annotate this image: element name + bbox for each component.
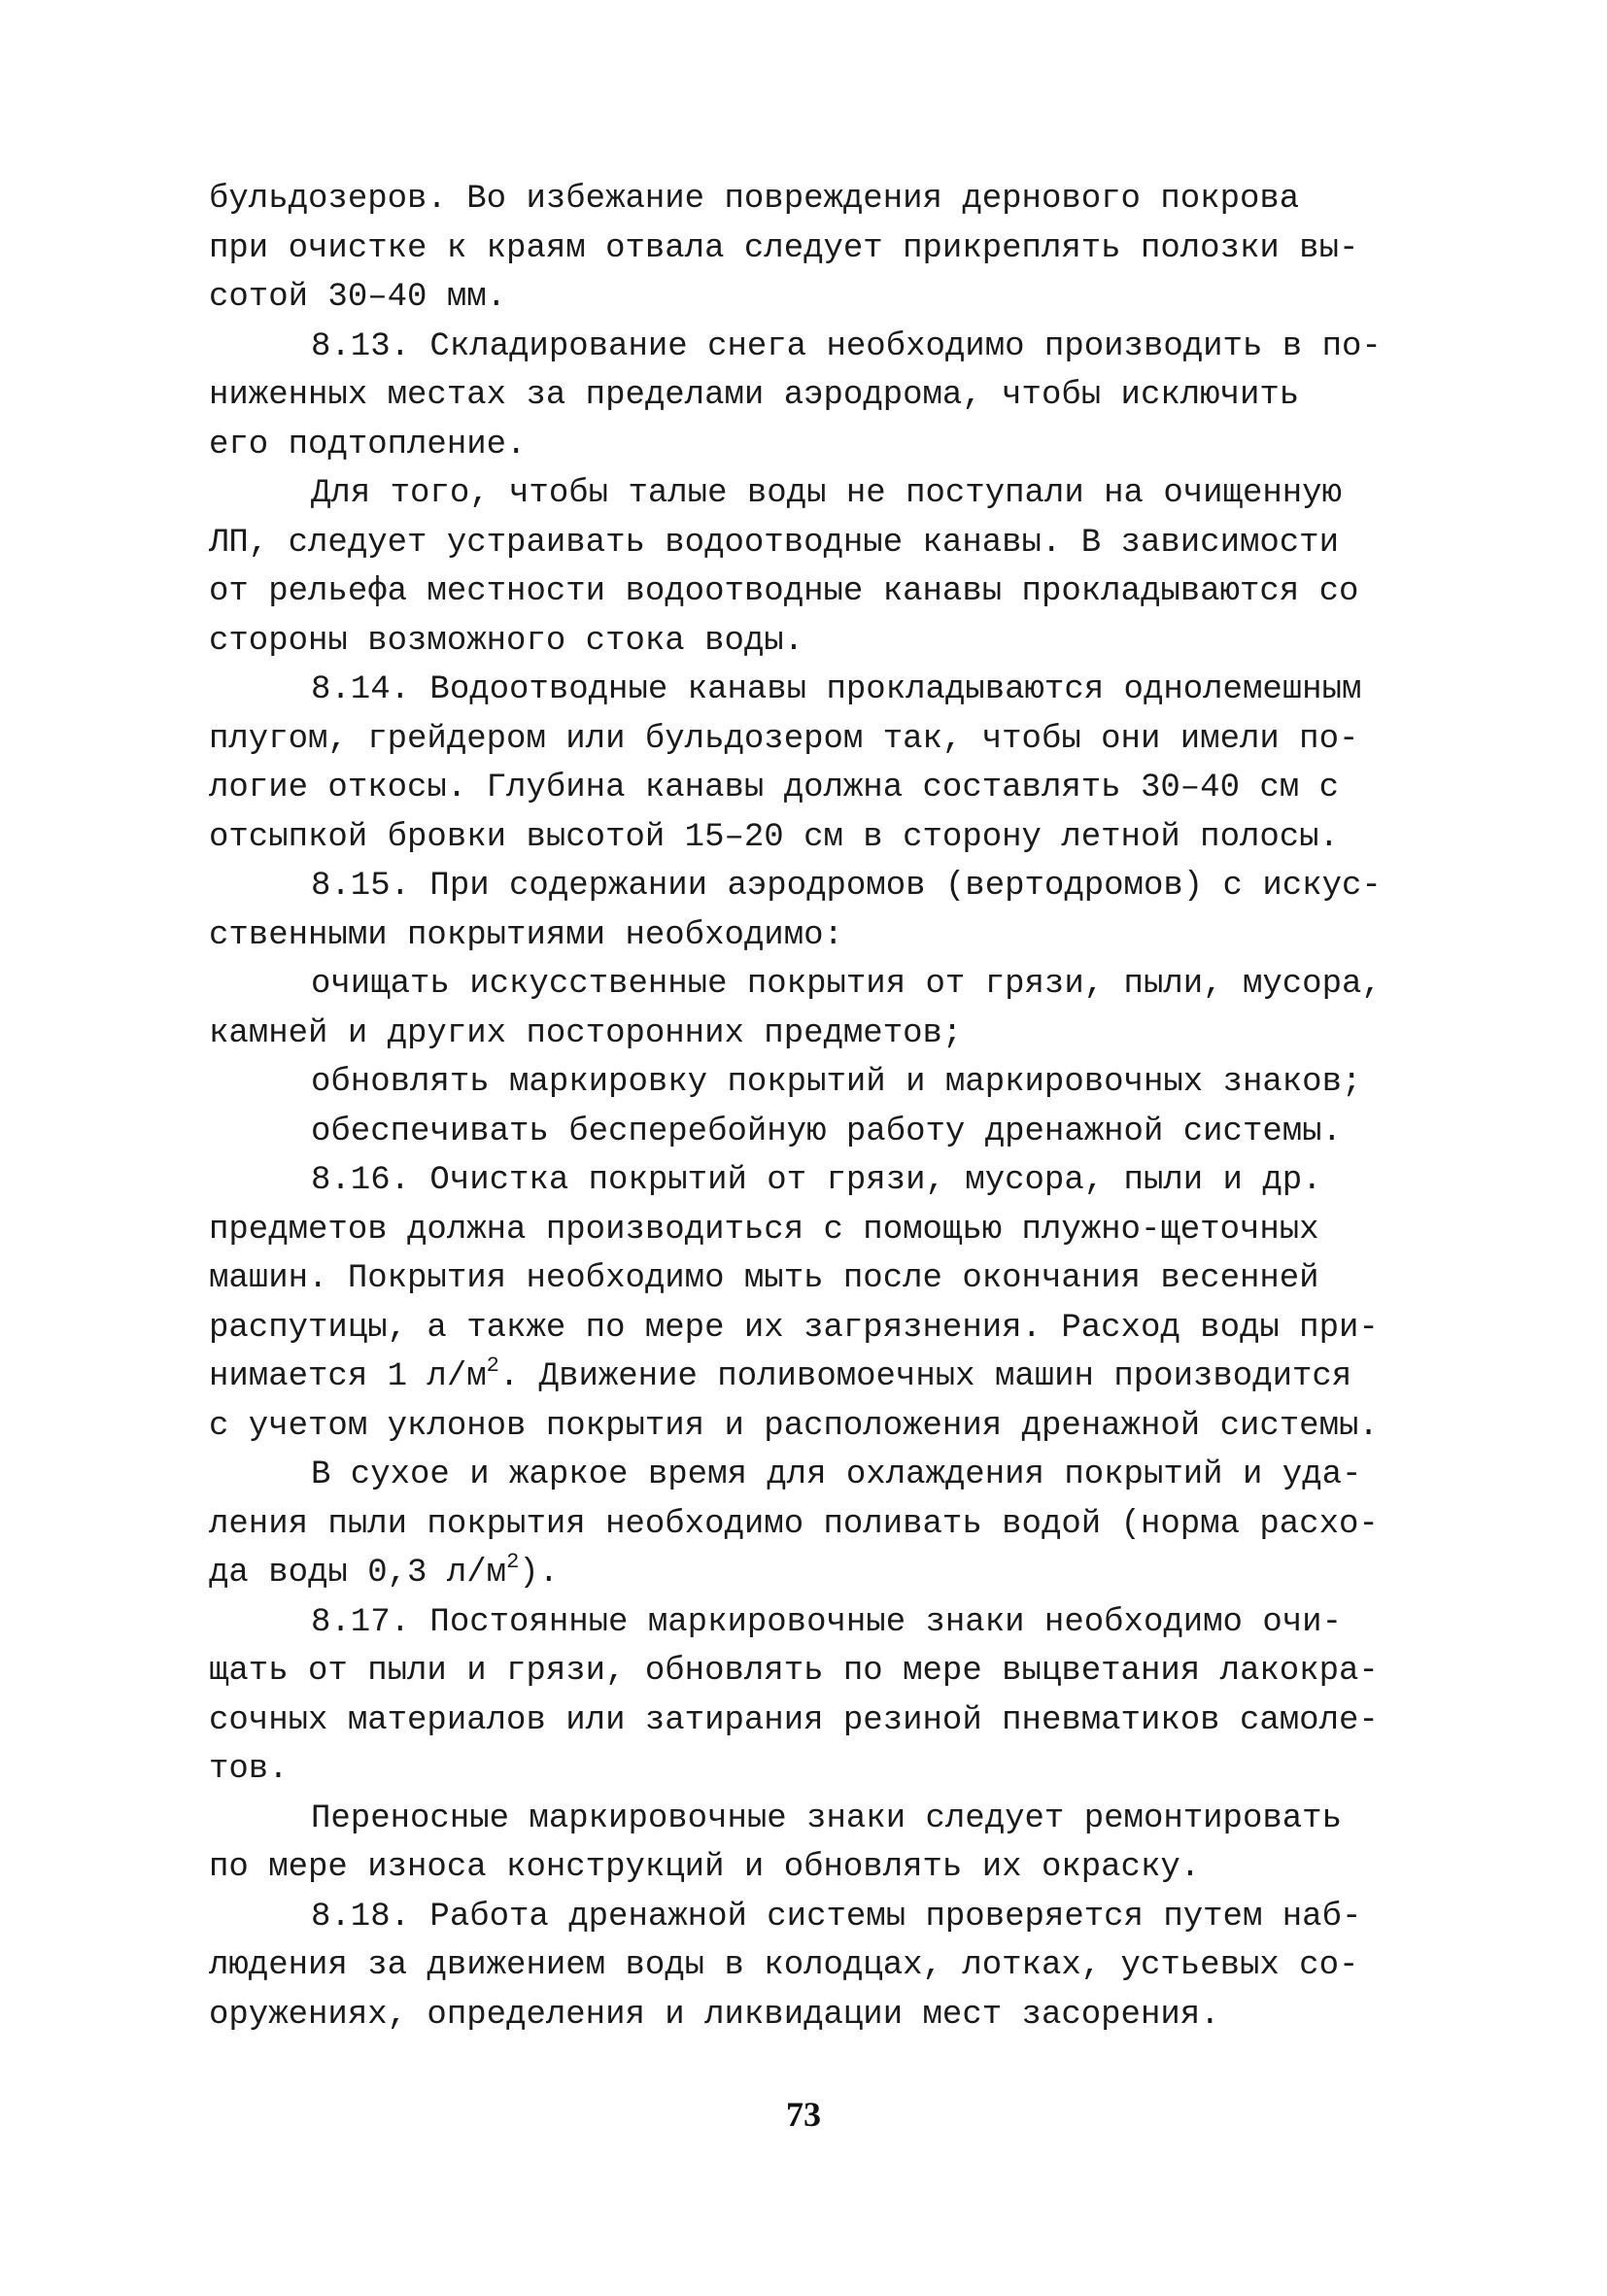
text-line	[209, 862, 1423, 911]
text-line	[209, 421, 1423, 470]
text-line-content: оружениях, определения и ликвидации мест засорения.	[209, 1996, 1220, 2034]
text-line-content: отсыпкой бровки высотой 15–20 см в сторону летной полосы.	[209, 818, 1339, 856]
text-line	[209, 1745, 1423, 1795]
body-text	[209, 175, 1423, 2039]
text-line-content: машин. Покрытия необходимо мыть после окончания весенней	[209, 1260, 1319, 1297]
text-line-content: 8.14. Водоотводные канавы прокладываются однолемешным	[311, 671, 1362, 708]
text-line	[209, 567, 1423, 617]
text-line	[209, 469, 1423, 519]
text-line	[209, 1206, 1423, 1255]
text-line-content: при очистке к краям отвала следует прикреплять полозки вы-	[209, 229, 1359, 267]
text-line	[209, 1647, 1423, 1696]
text-line-content: с учетом уклонов покрытия и расположения дренажной системы.	[209, 1407, 1379, 1445]
text-line-content: по мере износа конструкций и обновлять их окраску.	[209, 1849, 1201, 1886]
text-line-content: 8.16. Очистка покрытий от грязи, мусора, пыли и др.	[311, 1162, 1322, 1199]
text-line	[209, 323, 1423, 372]
text-line-content: 8.18. Работа дренажной системы проверяется путем наб-	[311, 1898, 1362, 1936]
text-line	[209, 1549, 1423, 1598]
text-line-content: его подтопление.	[209, 426, 527, 463]
text-line-tail: . Движение поливомоечных машин производится	[498, 1358, 1352, 1395]
text-line-content: обновлять маркировку покрытий и маркировочных знаков;	[311, 1064, 1362, 1101]
text-line-content: Переносные маркировочные знаки следует ремонтировать	[311, 1799, 1342, 1837]
text-line	[209, 1893, 1423, 1942]
text-line-tail: ).	[519, 1555, 560, 1592]
text-line-content: 8.17. Постоянные маркировочные знаки необходимо очи-	[311, 1603, 1342, 1641]
text-line	[209, 1010, 1423, 1059]
text-line-content: обеспечивать бесперебойную работу дренажной системы.	[311, 1113, 1342, 1150]
text-line	[209, 224, 1423, 274]
text-line-content: сотой 30–40 мм.	[209, 279, 507, 316]
text-line-content: ЛП, следует устраивать водоотводные канавы. В зависимости	[209, 524, 1339, 562]
text-line	[209, 666, 1423, 715]
text-line	[209, 175, 1423, 224]
text-line-content: 8.15. При содержании аэродромов (вертодромов) с искус-	[311, 868, 1382, 905]
text-line-content: сочных материалов или затирания резиной пневматиков самоле-	[209, 1701, 1379, 1739]
text-line-content: логие откосы. Глубина канавы должна составлять 30–40 см с	[209, 770, 1339, 806]
text-line	[209, 1156, 1423, 1206]
text-line	[209, 1991, 1423, 2040]
text-line-content: очищать искусственные покрытия от грязи, пыли, мусора,	[311, 966, 1382, 1003]
text-line	[209, 1598, 1423, 1648]
text-line-content: 8.13. Складирование снега необходимо производить в по-	[311, 327, 1382, 365]
text-line	[209, 960, 1423, 1010]
text-line	[209, 1402, 1423, 1452]
text-line	[209, 1696, 1423, 1746]
page-number: 73	[786, 2095, 821, 2134]
text-line	[209, 519, 1423, 568]
text-line-content: тов.	[209, 1751, 289, 1788]
text-line	[209, 1058, 1423, 1108]
text-line-content: плугом, грейдером или бульдозером так, чтобы они имели по-	[209, 720, 1359, 758]
text-line	[209, 1254, 1423, 1304]
text-line-content: щать от пыли и грязи, обновлять по мере выцветания лакокра-	[209, 1653, 1379, 1690]
text-line	[209, 1941, 1423, 1991]
text-line	[209, 715, 1423, 765]
superscript: 2	[506, 1550, 520, 1574]
text-line-content: распутицы, а также по мере их загрязнения. Расход воды при-	[209, 1309, 1379, 1347]
text-line-content: да воды 0,3 л/м	[209, 1555, 507, 1592]
text-line-content: ления пыли покрытия необходимо поливать водой (норма расхо-	[209, 1505, 1379, 1543]
text-line-content: камней и других посторонних предметов;	[209, 1014, 963, 1052]
text-line	[209, 764, 1423, 813]
text-line	[209, 1451, 1423, 1500]
text-line	[209, 371, 1423, 421]
text-line	[209, 617, 1423, 667]
text-line-content: ственными покрытиями необходимо:	[209, 916, 843, 954]
text-line	[209, 1843, 1423, 1893]
text-line-content: предметов должна производиться с помощью плужно-щеточных	[209, 1211, 1319, 1249]
text-line	[209, 1353, 1423, 1402]
text-line-content: от рельефа местности водоотводные канавы прокладываются со	[209, 573, 1359, 610]
text-line	[209, 1304, 1423, 1354]
text-line	[209, 1108, 1423, 1157]
text-line-content: стороны возможного стока воды.	[209, 622, 804, 660]
text-line	[209, 1500, 1423, 1550]
text-line-content: Для того, чтобы талые воды не поступали на очищенную	[311, 475, 1342, 512]
superscript: 2	[486, 1354, 499, 1378]
text-line	[209, 273, 1423, 323]
text-line-content: нимается 1 л/м	[209, 1358, 487, 1395]
text-line-content: бульдозеров. Во избежание повреждения дернового покрова	[209, 181, 1300, 218]
text-line	[209, 911, 1423, 961]
text-line	[209, 1795, 1423, 1844]
text-line	[209, 813, 1423, 863]
text-line-content: ниженных местах за пределами аэродрома, чтобы исключить	[209, 377, 1300, 414]
text-line-content: людения за движением воды в колодцах, лотках, устьевых со-	[209, 1947, 1359, 1984]
text-line-content: В сухое и жаркое время для охлаждения покрытий и уда-	[311, 1456, 1362, 1493]
